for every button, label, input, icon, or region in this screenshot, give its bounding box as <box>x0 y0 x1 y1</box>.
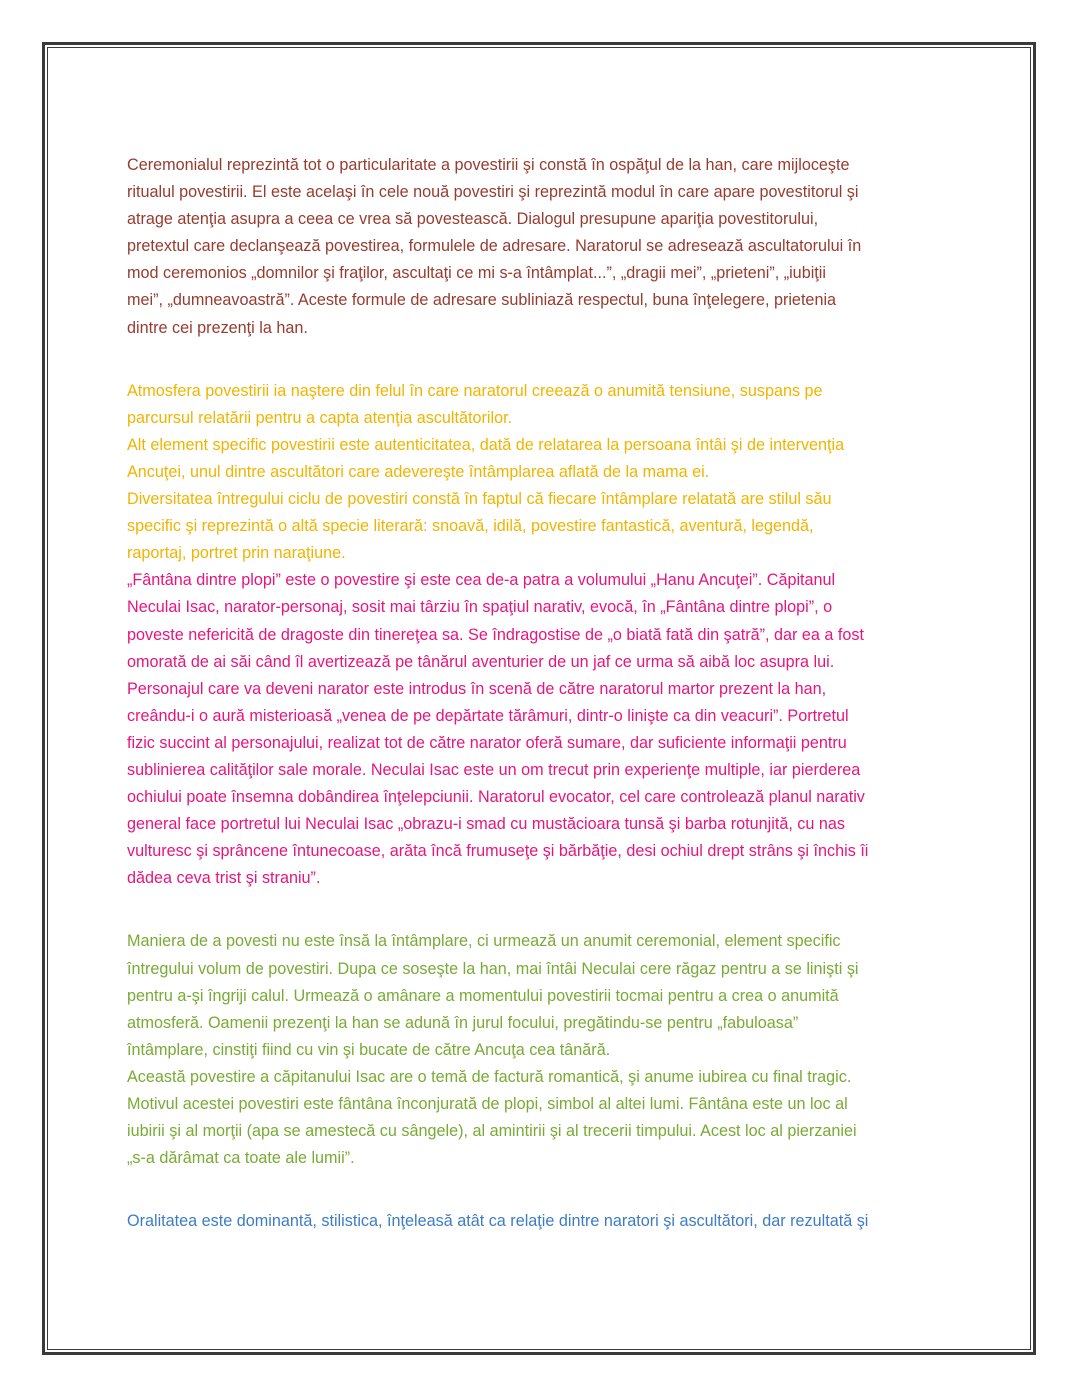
text-line: ochiului poate însemna dobândirea înţelepciunii. Naratorul evocator, cel care controlează planul narativ <box>127 788 865 807</box>
document-body <box>127 152 967 1235</box>
paragraph-spacer <box>127 342 967 378</box>
text-line: specific şi reprezintă o altă specie literară: snoavă, idilă, povestire fantastică, aventură, legendă, <box>127 517 814 536</box>
text-line: poveste nefericită de dragoste din tinereţea sa. Se îndragostise de „o biată fată din şatră”, dar ea a fost <box>127 625 864 644</box>
text-line: omorată de ai săi când îl avertizează pe tânărul aventurier de un jaf ce urma să aibă loc asupra lui. <box>127 652 835 671</box>
text-line: Diversitatea întregului ciclu de povestiri constă în faptul că fiecare întâmplare relatată are stilul său <box>127 490 832 509</box>
text-line: întregului volum de povestiri. Dupa ce soseşte la han, mai întâi Neculai cere răgaz pentru a se linişti şi <box>127 959 859 978</box>
text-line: Maniera de a povesti nu este însă la întâmplare, ci urmează un anumit ceremonial, element specific <box>127 932 841 951</box>
text-line: Alt element specific povestirii este autenticitatea, dată de relatarea la persoana întâi şi de intervenţia <box>127 435 845 454</box>
text-line: „s-a dărâmat ca toate ale lumii”. <box>127 1149 355 1168</box>
text-line: dădea ceva trist şi straniu”. <box>127 869 321 888</box>
text-line: Atmosfera povestirii ia naştere din felul în care naratorul creează o anumită tensiune, suspans pe <box>127 381 823 400</box>
paragraph-maniera <box>127 928 967 1172</box>
text-line: Motivul acestei povestiri este fântâna înconjurată de plopi, simbol al altei lumi. Fântâna este un loc al <box>127 1095 848 1113</box>
text-line: mod ceremonios „domnilor şi fraţilor, ascultaţi ce mi s-a întâmplat...”, „dragii mei”, „prieteni”, „iubiţii <box>127 264 826 283</box>
text-line: mei”, „dumneavoastră”. Aceste formule de adresare subliniază respectul, buna înţelegere, prietenia <box>127 291 837 310</box>
text-line: Ancuţei, unul dintre ascultători care adevereşte întâmplarea aflată de la mama ei. <box>127 462 710 481</box>
text-line: fizic succint al personajului, realizat tot de către narator oferă sumare, dar suficiente informaţii pentru <box>127 733 847 752</box>
text-line: parcursul relatării pentru a capta atenţia ascultătorilor. <box>127 408 513 427</box>
text-line: Personajul care va deveni narator este introdus în scenă de către naratorul martor prezent la han, <box>127 679 827 698</box>
text-line: dintre cei prezenţi la han. <box>127 318 308 337</box>
text-line: raportaj, portret prin naraţiune. <box>127 544 346 563</box>
text-line: pretextul care declanşează povestirea, formulele de adresare. Naratorul se adresează ascultatorului în <box>127 237 862 256</box>
text-line: vulturesc şi sprâncene întunecoase, arăta încă frumuseţe şi bărbăţie, desi ochiul drept strâns şi închis îi <box>127 842 869 861</box>
text-line: Ceremonialul reprezintă tot o particularitate a povestirii şi constă în ospăţul de la han, care mijloceşte <box>127 156 850 174</box>
paragraph-fantana <box>127 567 967 892</box>
paragraph-ceremonial <box>127 152 967 342</box>
text-line: Oralitatea este dominantă, stilistica, înţeleasă atât ca relaţie dintre naratori şi ascultători, dar rezultată şi <box>127 1212 869 1231</box>
text-line: Neculai Isac, narator-personaj, sosit mai târziu în spaţiul narativ, evocă, în „Fântâna dintre plopi”, o <box>127 598 833 617</box>
text-line: iubirii şi al morţii (apa se amestecă cu sângele), al amintirii şi al trecerii timpului. Acest loc al pierzaniei <box>127 1122 857 1141</box>
paragraph-spacer <box>127 892 967 928</box>
text-line: Această povestire a căpitanului Isac are o temă de factură romantică, şi anume iubirea cu final tragic. <box>127 1067 852 1086</box>
text-line: „Fântâna dintre plopi” este o povestire şi este cea de-a patra a volumului „Hanu Ancuţei”. Căpitanul <box>127 571 836 590</box>
text-line: pentru a-şi îngriji calul. Urmează o amânare a momentului povestirii tocmai pentru a crea o anumită <box>127 986 839 1005</box>
text-line: atmosferă. Oamenii prezenţi la han se adună în jurul focului, pregătindu-se pentru „fabuloasa” <box>127 1013 799 1032</box>
text-line: ritualul povestirii. El este acelaşi în cele nouă povestiri şi reprezintă modul în care apare povestitorul şi <box>127 183 859 202</box>
text-line: creându-i o aură misterioasă „venea de pe depărtate tărâmuri, dintr-o linişte ca din veacuri”. Portretul <box>127 706 849 725</box>
paragraph-oralitatea <box>127 1208 967 1235</box>
text-line: atrage atenţia asupra a ceea ce vrea să povestească. Dialogul presupune apariţia povestitorului, <box>127 210 819 229</box>
paragraph-atmosphere <box>127 378 967 568</box>
paragraph-spacer <box>127 1172 967 1208</box>
text-line: întâmplare, cinstiţi fiind cu vin şi bucate de către Ancuţa cea tânără. <box>127 1040 611 1059</box>
text-line: sublinierea calităţilor sale morale. Neculai Isac este un om trecut prin experienţe multiple, iar pierderea <box>127 760 861 779</box>
text-line: general face portretul lui Neculai Isac „obrazu-i smad cu mustăcioara tunsă şi barba rotunjită, cu nas <box>127 815 846 834</box>
